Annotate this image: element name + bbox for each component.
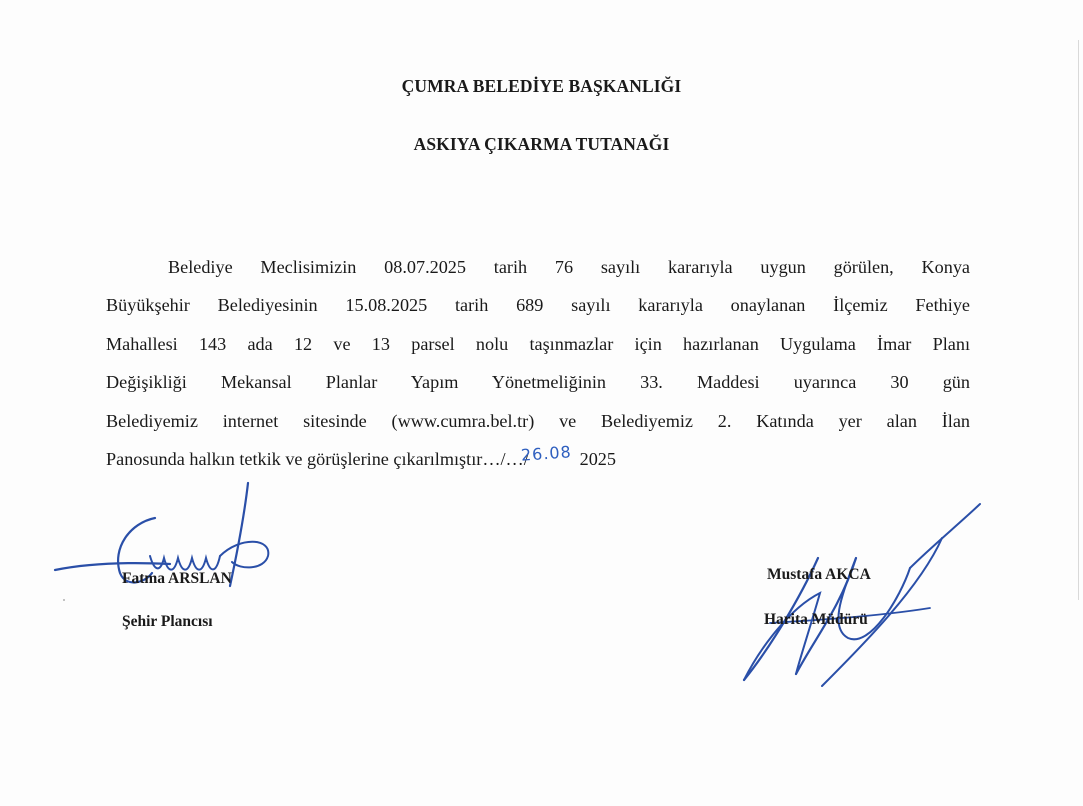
- left-signatory-role: Şehir Plancısı: [122, 613, 213, 630]
- handwritten-date: 26.08: [520, 442, 573, 465]
- body-paragraph: [106, 248, 970, 479]
- date-year: 2025: [579, 449, 616, 470]
- date-dots: …/…/: [482, 449, 529, 470]
- body-line-last-prefix: Panosunda halkın tetkik ve görüşlerine çıkarılmıştır: [106, 449, 483, 470]
- body-line-last: [106, 440, 970, 479]
- body-line: Mahallesi 143 ada 12 ve 13 parsel nolu taşınmazlar için hazırlanan Uygulama İmar Planı: [106, 333, 970, 354]
- body-line: Büyükşehir Belediyesinin 15.08.2025 tarih 689 sayılı kararıyla onaylanan İlçemiz Fethiye: [106, 295, 970, 316]
- document-title: ASKIYA ÇIKARMA TUTANAĞI: [413, 134, 670, 154]
- right-signature-icon: [730, 498, 990, 688]
- right-signatory-role: Harita Müdürü: [764, 611, 868, 628]
- body-line: Belediyemiz internet sitesinde (www.cumra.bel.tr) ve Belediyemiz 2. Katında yer alan İlan: [106, 410, 970, 431]
- left-signatory-name: Fatma ARSLAN: [122, 570, 232, 587]
- body-line: Belediye Meclisimizin 08.07.2025 tarih 76 sayılı kararıyla uygun görülen, Konya: [168, 257, 970, 277]
- right-signatory-name: Mustafa AKCA: [767, 566, 871, 583]
- scan-speck: [63, 599, 65, 601]
- body-line: Değişikliği Mekansal Planlar Yapım Yönetmeliğinin 33. Maddesi uyarınca 30 gün: [106, 372, 970, 393]
- institution-title: ÇUMRA BELEDİYE BAŞKANLIĞI: [401, 76, 682, 96]
- scan-edge-line: [1078, 40, 1079, 600]
